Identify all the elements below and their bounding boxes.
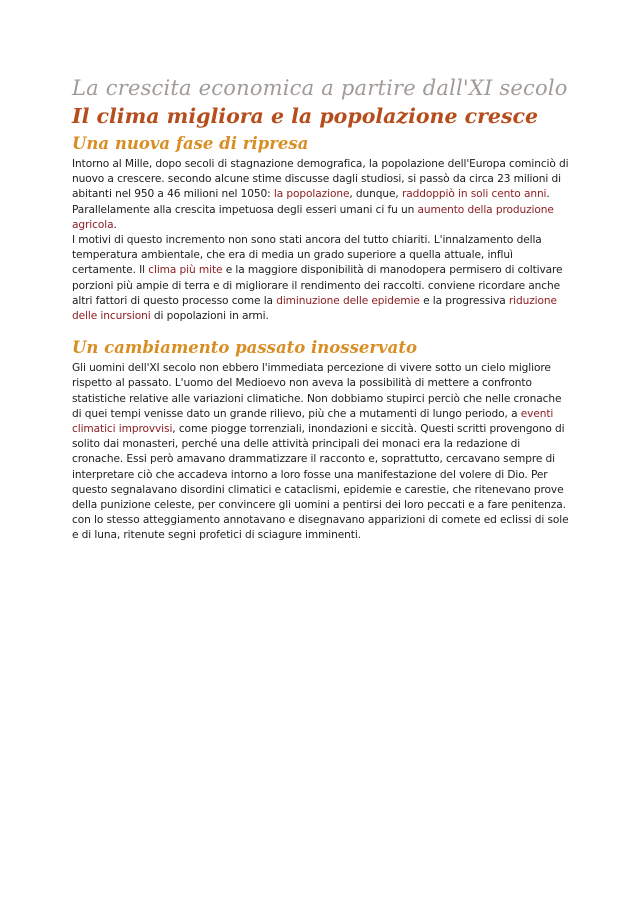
section-body (72, 361, 570, 543)
section-heading: Un cambiamento passato inosservato (72, 338, 417, 358)
paragraph (72, 361, 570, 543)
paragraph-text: e la progressiva (419, 294, 509, 307)
paragraph-text: . (113, 218, 117, 231)
highlighted-phrase: clima più mite (148, 264, 223, 277)
highlighted-phrase: raddoppiò in soli cento anni (401, 188, 547, 201)
paragraph (72, 233, 570, 324)
paragraph-text: Intorno al Mille, dopo secoli di stagnazione demografica, la popolazione dell'Europa cominciò di nuovo a crescere. secondo alcune stime discusse dagli studiosi, si passò da circa 23 milioni di abitanti nel 950 a 46 milioni nel 1050: (72, 158, 569, 201)
section-ripresa (72, 134, 570, 324)
section-heading: Una nuova fase di ripresa (72, 134, 309, 153)
paragraph-text: I motivi di questo incremento non sono stati ancora del tutto chiariti. L'innalzamento della temperatura ambientale, che era di media un grado superiore a quella attuale, influì certamente. Il (72, 234, 542, 277)
paragraph-text: , come piogge torrenziali, inondazioni e siccità. Questi scritti provengono di solito dai monasteri, perché una delle attività principali dei monaci era la redazione di cronache. Essi però amavano drammatizzare il racconto e, soprattutto, cercavano sempre di interpretare ciò che accadeva intorno a loro fosse una manifestazione del volere di Dio. Per questo segnalavano disordini climatici e cataclismi, epidemie e carestie, che ritenevano prove della punizione celeste, per convincere gli uomini a pentirsi dei loro peccati e a fare penitenza. con lo stesso atteggiamento annotavano e disegnavano apparizioni di comete ed eclissi di sole e di luna, ritenute segni profetici di sciagure imminenti. (72, 423, 569, 542)
highlighted-phrase: eventi climatici improvvisi (72, 407, 554, 436)
paragraph-text: di popolazioni in armi. (150, 310, 269, 323)
section-body (72, 157, 570, 324)
page-title: La crescita economica a partire dall'XI secolo (72, 76, 568, 100)
paragraph-text: Gli uomini dell'XI secolo non ebbero l'immediata percezione di vivere sotto un cielo migliore rispetto al passato. L'uomo del Medioevo non aveva la possibilità di mettere a confronto statistiche relative alle variazioni climatiche. Non dobbiamo stupirci perciò che nelle cronache di quei tempi venisse dato un grande rilievo, più che a mutamenti di lungo periodo, a (72, 362, 562, 420)
paragraph-text: . Parallelamente alla crescita impetuosa degli esseri umani ci fu un (72, 188, 550, 216)
highlighted-phrase: riduzione delle incursioni (72, 294, 557, 323)
highlighted-phrase: aumento della produzione agricola (72, 203, 554, 231)
page-subtitle: Il clima migliora e la popolazione cresce (72, 104, 539, 128)
highlighted-phrase: diminuzione delle epidemie (276, 294, 420, 307)
paragraph-text: e la maggiore disponibilità di manodopera permisero di coltivare porzioni più ampie di terra e di migliorare il rendimento dei raccolti. conviene ricordare anche altri fattori di questo processo come la (72, 264, 563, 307)
section-cambiamento (72, 338, 570, 543)
paragraph (72, 157, 570, 233)
paragraph-text: , dunque, (349, 188, 402, 201)
highlighted-phrase: la popolazione (273, 188, 350, 201)
